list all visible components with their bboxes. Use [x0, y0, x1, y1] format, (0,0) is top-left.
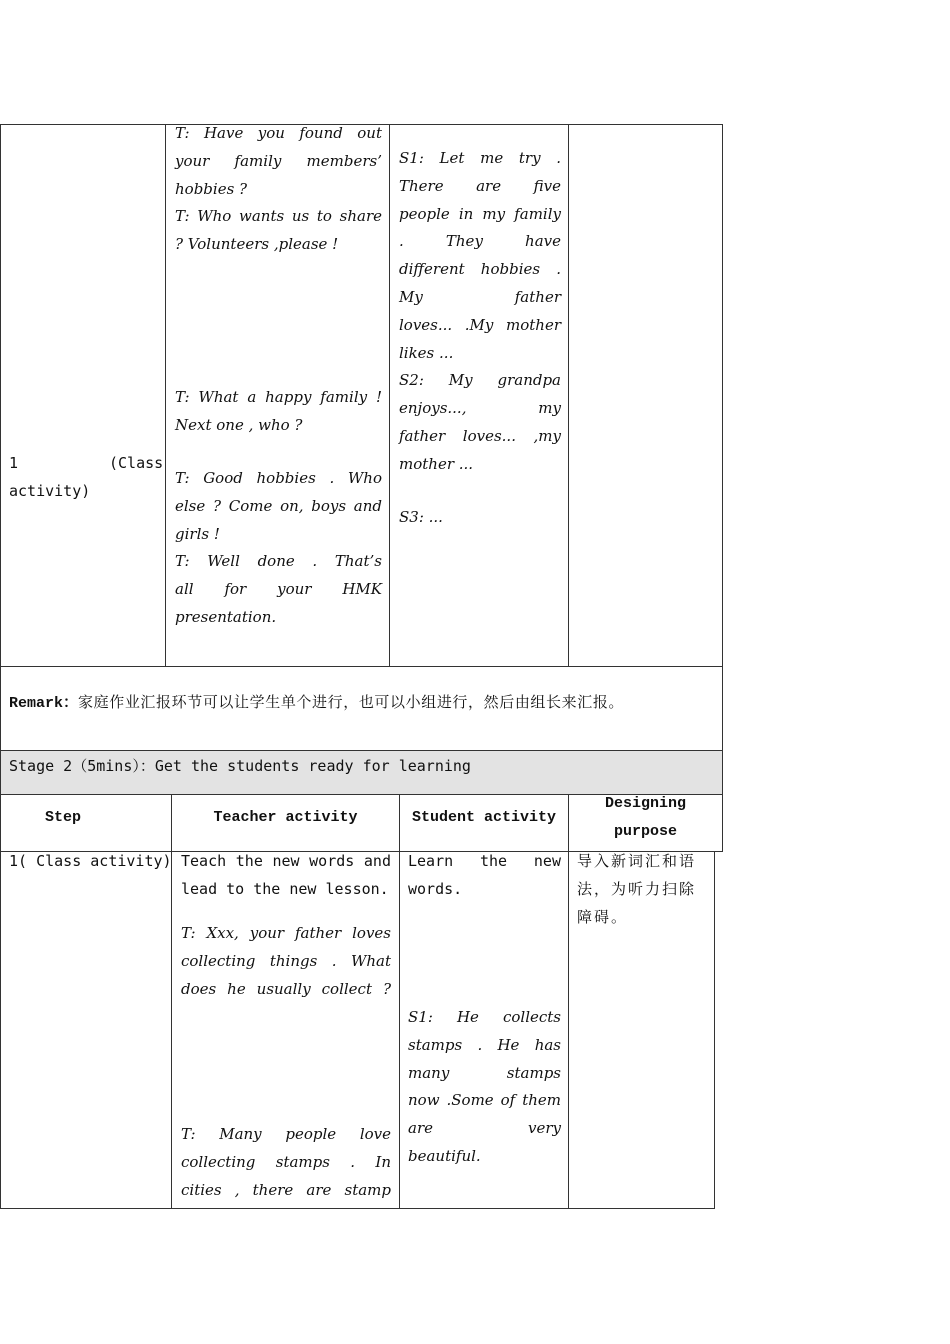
text-line: Next one , who ? — [175, 415, 303, 434]
text-line: T: Many people love — [181, 1125, 391, 1143]
table2-student-text-b — [408, 1004, 561, 1171]
table1-teacher-text-b — [175, 384, 382, 440]
table1-student-text-b — [399, 504, 443, 532]
table1-right-border — [722, 124, 723, 852]
table1-step-activity: activity) — [9, 482, 91, 500]
header-step: Step — [44, 809, 81, 826]
text-line: enjoys..., my — [399, 399, 561, 418]
table2-teacher-text-a — [181, 848, 391, 904]
text-line: T: What a happy family ! — [175, 388, 382, 406]
text-line: stamps . He has — [408, 1035, 561, 1054]
text-line: your family members’ — [175, 151, 382, 170]
text-line: There are five — [399, 176, 561, 195]
table2-col-divider-2 — [399, 794, 400, 1209]
header-line: Designing — [604, 795, 686, 812]
text-line: does he usually collect ? — [181, 979, 391, 998]
text-line: father loves... ,my — [399, 426, 561, 445]
text-line: T: Have you found out — [175, 124, 382, 142]
text-line: all for your HMK — [175, 580, 382, 599]
stage2-title: Stage 2（5mins）：Get the students ready for learning — [9, 757, 471, 775]
header-teacher-activity: Teacher activity — [213, 809, 358, 826]
remark-text: 家庭作业汇报环节可以让学生单个进行，也可以小组进行，然后由组长来汇报。 — [78, 693, 625, 711]
header-designing-purpose — [569, 790, 722, 846]
text-line: different hobbies . — [399, 260, 561, 279]
text-line: loves... .My mother — [399, 315, 561, 334]
table2-bottom-border — [0, 1208, 715, 1209]
table1-step-class: (Class — [109, 454, 164, 472]
text-line: many stamps — [408, 1063, 561, 1082]
table1-col-divider-1 — [165, 124, 166, 667]
text-line: cities , there are stamp — [181, 1180, 391, 1199]
text-line: ? Volunteers ,please ! — [175, 235, 339, 254]
text-line: now .Some of them — [408, 1091, 561, 1110]
table2-col-divider-3 — [568, 794, 569, 1209]
table1-teacher-text-a — [175, 120, 382, 259]
header-student-activity: Student activity — [411, 809, 557, 826]
text-line: girls ! — [175, 524, 220, 543]
text-line: T: Xxx, your father loves — [181, 924, 391, 942]
text-line: . They have — [399, 232, 561, 251]
text-line: 法，为听力扫除 — [577, 879, 697, 898]
text-line: T: Who wants us to share — [175, 207, 382, 226]
stage2-top-border — [0, 750, 723, 751]
table1-step-number: 1 — [9, 454, 19, 472]
table1-teacher-text-c — [175, 465, 382, 632]
text-line: Teach the new words and — [181, 852, 391, 870]
table2-purpose-text — [577, 848, 709, 931]
table1-col-divider-3 — [568, 124, 569, 667]
text-line: S3: ... — [399, 508, 443, 526]
table2-right-border — [714, 852, 715, 1209]
text-line: 障碍。 — [577, 907, 629, 926]
header-line: purpose — [613, 822, 677, 840]
text-line: words. — [408, 879, 463, 898]
text-line: else ? Come on, boys and — [175, 496, 382, 515]
text-line: mother ... — [399, 454, 474, 473]
text-line: S1: He collects — [408, 1008, 561, 1026]
table1-col-divider-2 — [389, 124, 390, 667]
text-line: lead to the new lesson. — [181, 879, 389, 898]
table2-teacher-text-c — [181, 1121, 391, 1204]
remark-label: Remark： — [9, 695, 79, 712]
text-line: Learn the new — [408, 852, 561, 870]
table2-student-text-a — [408, 848, 561, 904]
text-line: beautiful. — [408, 1146, 481, 1165]
text-line: S1: Let me try . — [399, 149, 561, 167]
text-line: collecting things . What — [181, 951, 391, 970]
text-line: collecting stamps . In — [181, 1152, 391, 1171]
table1-bottom-border — [0, 666, 723, 667]
table1-student-text-a — [399, 145, 561, 479]
text-line: S2: My grandpa — [399, 371, 561, 390]
text-line: likes ... — [399, 343, 454, 362]
table2-teacher-text-b — [181, 920, 391, 1003]
text-line: people in my family — [399, 204, 561, 223]
text-line: My father — [399, 287, 561, 306]
text-line: are very — [408, 1119, 561, 1138]
text-line: T: Good hobbies . Who — [175, 469, 382, 487]
table2-step: 1( Class activity) — [9, 852, 172, 870]
text-line: 导入新词汇和语 — [577, 852, 697, 870]
text-line: hobbies ? — [175, 179, 248, 198]
remark-row — [9, 689, 624, 718]
text-line: presentation. — [175, 607, 277, 626]
text-line: T: Well done . That’s — [175, 552, 382, 571]
